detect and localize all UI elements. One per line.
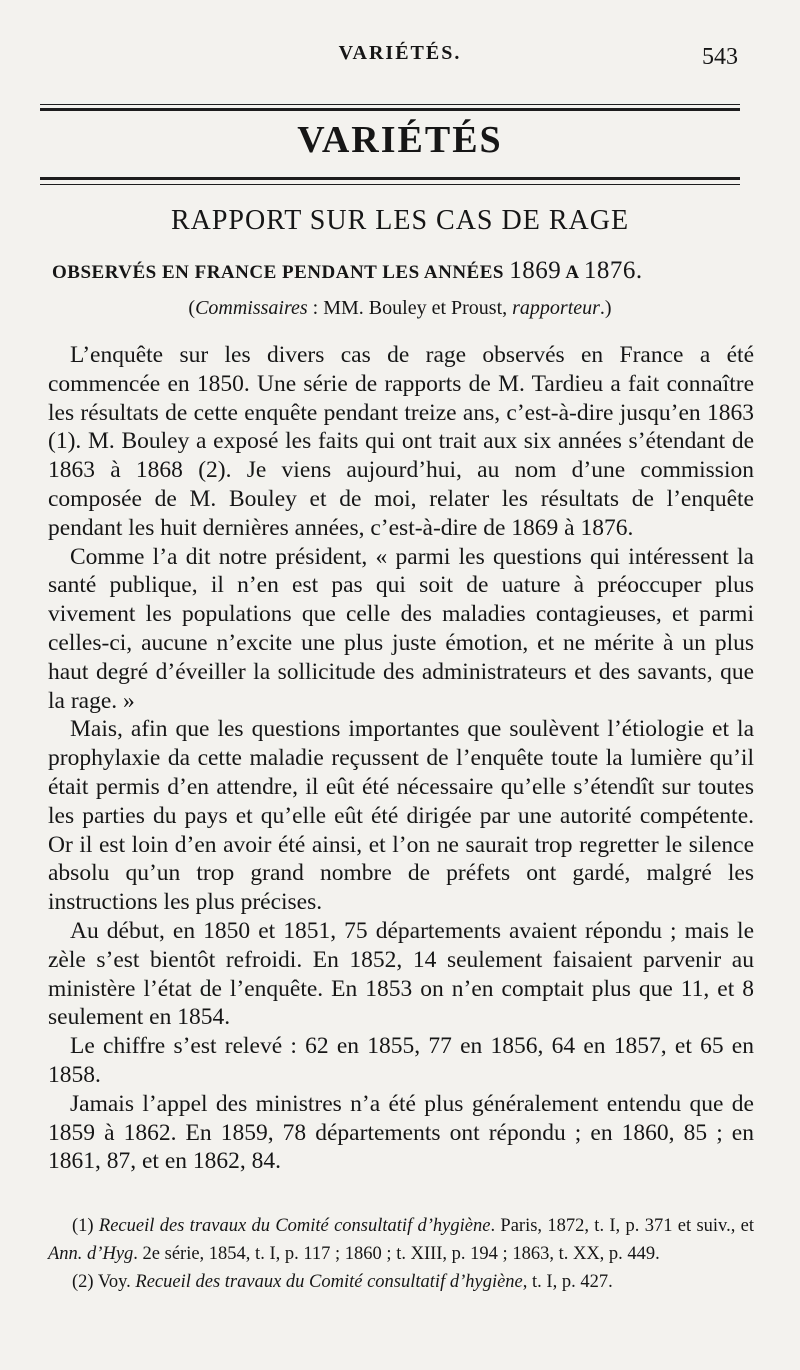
paragraph: Comme l’a dit notre président, « parmi les questions qui intéressent la santé publique, il n’en est pas qui soit de uature à préoccuper plus vivement les populations que celle des maladies contagieuses, et parmi celles-ci, aucune n’excite une plus juste émotion, et ne mérite à un plus haut degré d’éveiller la sollicitude des administrateurs et des savants, que la rage. » [48, 543, 754, 714]
footnote-marker: (1) [72, 1216, 99, 1236]
footnote-text: , t. I, p. 427. [522, 1272, 613, 1292]
footnote-title: Recueil des travaux du Comité consultatif d’hygiène [135, 1272, 523, 1292]
running-head [0, 40, 800, 76]
paragraph: Au début, en 1850 et 1851, 75 départements avaient répondu ; mais le zèle s’est bientôt refroidi. En 1852, 14 seulement faisaient parvenir au ministère l’état de l’enquête. En 1853 on n’en comptait plus que 11, et 8 seulement en 1854. [48, 917, 754, 1031]
paragraph: Jamais l’appel des ministres n’a été plus généralement entendu que de 1859 à 1862. En 1859, 78 départements ont répondu ; en 1860, 85 ; en 1861, 87, et en 1862, 84. [48, 1090, 754, 1175]
subtitle-prefix: OBSERVÉS EN FRANCE PENDANT LES ANNÉES [52, 262, 510, 283]
paragraph: Mais, afin que les questions importantes que soulèvent l’étiologie et la prophylaxie da cette maladie reçussent de l’enquête toute la lumière qu’il était permis d’en attendre, il eût été nécessaire qu’elle s’étendît sur toutes les parties du pays et qu’elle eût été dirigée par une autorité compétente. Or il est loin d’en avoir été ainsi, et l’on ne saurait trop regretter le silence absolu qu’un trop grand nombre de préfets ont gardé, malgré les instructions les plus précises. [48, 716, 754, 916]
commissaires-role: rapporteur [512, 297, 600, 319]
top-rule-thick [40, 108, 740, 111]
subtitle-year-end: 1876 [583, 257, 636, 284]
commissaires-line [0, 297, 800, 320]
bottom-rule-thin [40, 184, 740, 185]
article-title: RAPPORT SUR LES CAS DE RAGE [170, 205, 630, 236]
paragraph: Le chiffre s’est relevé : 62 en 1855, 77 en 1856, 64 en 1857, et 65 en 1858. [48, 1033, 754, 1088]
footnotes [48, 1212, 754, 1296]
footnote [48, 1212, 754, 1268]
top-rule-thin [40, 104, 740, 105]
footnote [48, 1268, 754, 1296]
commissaires-close: .) [599, 297, 612, 319]
article-body [48, 341, 754, 1176]
paragraph: L’enquête sur les divers cas de rage observés en France a été commencée en 1850. Une série de rapports de M. Tardieu a fait connaître les résultats de cette enquête pendant treize ans, c’est-à-dire jusqu’en 1863 (1). M. Bouley a exposé les faits qui ont trait aux six années s’étendant de 1863 à 1868 (2). Je viens aujourd’hui, au nom d’une commission composée de M. Bouley et de moi, relater les résultats de l’enquête pendant les huit dernières années, c’est-à-dire de 1869 à 1876. [48, 342, 754, 541]
running-head-title: VARIÉTÉS. [338, 42, 462, 64]
footnote-text: . 2e série, 1854, t. I, p. 117 ; 1860 ; t. XIII, p. 194 ; 1863, t. XX, p. 449. [133, 1244, 660, 1264]
footnote-journal: Ann. d’Hyg [48, 1244, 134, 1264]
article-subtitle [52, 257, 752, 285]
bottom-rule-thick [40, 177, 740, 180]
footnote-marker: (2) Voy. [72, 1272, 136, 1292]
section-title: VARIÉTÉS [297, 119, 503, 161]
subtitle-year-start: 1869 [509, 257, 562, 284]
subtitle-end: . [635, 257, 643, 284]
footnote-text: . Paris, 1872, t. I, p. 371 et suiv., et [490, 1216, 755, 1236]
commissaires-open: ( [188, 297, 196, 319]
commissaires-names: : MM. Bouley et Proust, [307, 297, 513, 319]
commissaires-label: Commissaires [195, 297, 308, 319]
subtitle-connector: A [561, 262, 584, 283]
page-number: 543 [702, 44, 738, 70]
footnote-title: Recueil des travaux du Comité consultatif d’hygiène [98, 1216, 491, 1236]
